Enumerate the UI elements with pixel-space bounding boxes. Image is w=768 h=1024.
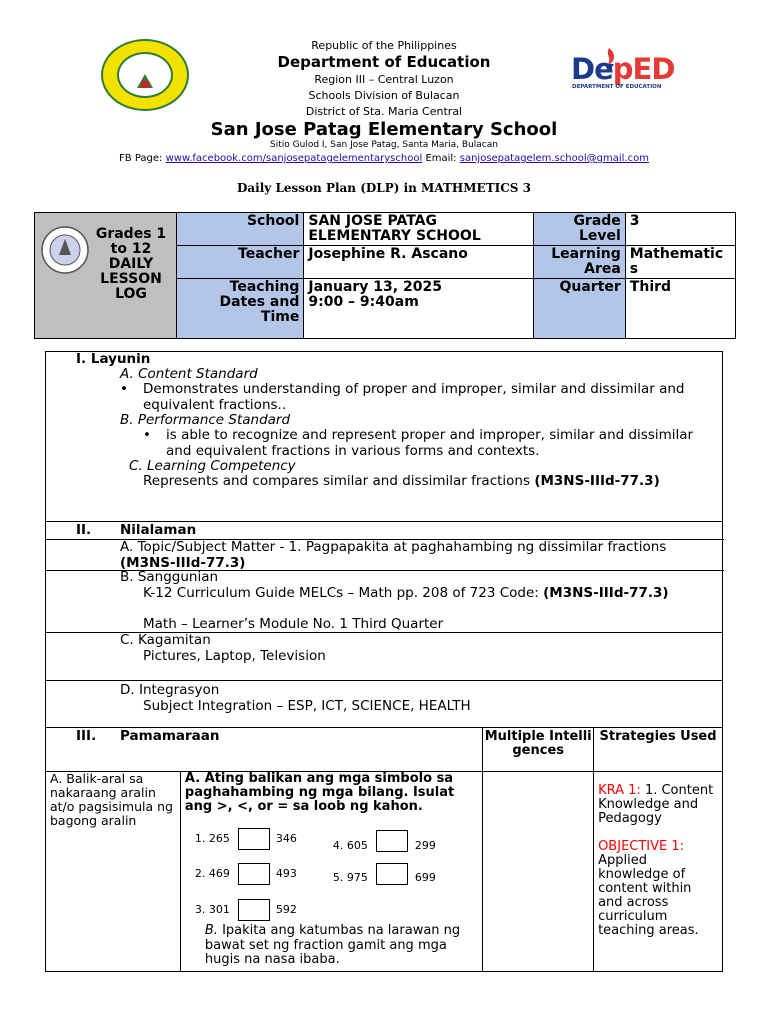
email-label: Email:	[425, 153, 457, 164]
integrasyon-section	[46, 681, 723, 728]
compare-item-4-b: 299	[414, 839, 436, 852]
deped-caption: DEPARTMENT OF EDUCATION	[572, 84, 662, 90]
sanggunian-text: K-12 Curriculum Guide MELCs – Math pp. 208 of 723 Code:	[143, 585, 539, 601]
address-text: Sitio Gulod I, San Jose Patag, Santa Maria, Bulacan	[270, 140, 498, 150]
activity-b-label: B.	[204, 923, 218, 938]
learning-competency-line	[143, 474, 703, 490]
strategies-cell	[594, 772, 723, 972]
grades-cell	[35, 213, 177, 339]
lesson-info-table	[34, 212, 736, 339]
pamamaraan-number: III.	[76, 728, 97, 744]
content-standard-text: Demonstrates understanding of proper and improper, similar and dissimilar and equivalent fractions..	[143, 381, 685, 413]
content-standard-heading: A. Content Standard	[120, 366, 258, 382]
performance-standard-heading: B. Performance Standard	[120, 412, 291, 428]
fb-label: FB Page:	[119, 153, 163, 164]
activity-b	[205, 924, 475, 968]
sanggunian-heading: B. Sanggunian	[120, 569, 219, 585]
compare-item-3-b: 592	[275, 903, 297, 916]
integrasyon-heading: D. Integrasyon	[120, 682, 220, 698]
compare-item-5-b: 699	[414, 871, 436, 884]
topic-text: A. Topic/Subject Matter - 1. Pagpapakita at paghahambing ng dissimilar fractions	[120, 539, 667, 555]
time-value: 9:00 – 9:40am	[308, 294, 419, 310]
learning-competency-text: Represents and compares similar and dissimilar fractions	[143, 473, 531, 489]
email-link[interactable]: sanjosepatagelem.school@gmail.com	[459, 153, 649, 164]
compare-item-5: 5. 975	[332, 871, 368, 884]
kra-text: 1. Content Knowledge and Pedagogy	[598, 783, 714, 826]
objective-label: OBJECTIVE 1:	[598, 839, 685, 854]
learning-competency-heading: C. Learning Competency	[129, 458, 296, 474]
grade-level-label: Grade Level	[533, 213, 625, 246]
nilalaman-section	[46, 522, 723, 633]
fb-link[interactable]: www.facebook.com/sanjosepatagelementaryschool	[165, 153, 423, 164]
nilalaman-title: Nilalaman	[120, 522, 197, 538]
answer-box-5[interactable]	[376, 863, 408, 885]
compare-item-2: 2. 469	[194, 867, 230, 880]
school-name-title: San Jose Patag Elementary School	[210, 119, 558, 140]
district-text: District of Sta. Maria Central	[305, 105, 463, 118]
teacher-value: Josephine R. Ascano	[304, 246, 533, 279]
document-title: Daily Lesson Plan (DLP) in MATHMETICS 3	[237, 181, 531, 195]
compare-item-3: 3. 301	[194, 903, 230, 916]
pamamaraan-header	[46, 728, 483, 772]
topic-line	[120, 540, 700, 571]
nilalaman-number: II.	[76, 522, 92, 538]
dates-label: Teaching Dates and Time	[177, 279, 304, 339]
dates-value: January 13, 2025	[308, 279, 442, 295]
learning-area-value: Mathematics	[625, 246, 735, 279]
region-text: Region III – Central Luzon	[314, 73, 454, 86]
school-label: School	[177, 213, 304, 246]
pamamaraan-title: Pamamaraan	[120, 728, 220, 744]
quarter-label: Quarter	[533, 279, 625, 339]
learning-area-label: Learning Area	[533, 246, 625, 279]
sanggunian-line	[143, 586, 713, 602]
sanggunian-code: (M3NS-IIId-77.3)	[543, 585, 669, 601]
learning-competency-code: (M3NS-IIId-77.3)	[534, 473, 660, 489]
compare-item-4: 4. 605	[332, 839, 368, 852]
department-text: Department of Education	[277, 53, 491, 71]
kagamitan-heading: C. Kagamitan	[120, 632, 211, 648]
strategies-header: Strategies Used	[594, 728, 723, 772]
division-text: Schools Division of Bulacan	[308, 89, 460, 102]
quarter-value: Third	[625, 279, 735, 339]
compare-item-2-b: 493	[275, 867, 297, 880]
layunin-title: I. Layunin	[76, 351, 151, 367]
kagamitan-section	[46, 633, 723, 681]
performance-standard-text: is able to recognize and represent proper and improper, similar and dissimilar and equivalent fractions in various forms and contexts.	[166, 427, 694, 459]
integrasyon-text: Subject Integration – ESP, ICT, SCIENCE, HEALTH	[143, 698, 471, 714]
dates-cell	[304, 279, 533, 339]
kra-block	[598, 784, 718, 826]
sanggunian-module: Math – Learner’s Module No. 1 Third Quarter	[143, 616, 444, 632]
answer-box-3[interactable]	[238, 899, 270, 921]
lesson-plan-table	[45, 351, 723, 972]
deped-logo	[569, 44, 693, 96]
step-a-cell	[46, 772, 181, 972]
contact-line	[0, 153, 768, 164]
step-a-text: A. Balik-aral sa nakaraang aralin at/o pagsisimula ng bagong aralin	[50, 771, 173, 828]
bullet-icon: •	[143, 427, 151, 443]
grades-label: Grades 1 to 12 DAILY LESSON LOG	[95, 226, 167, 302]
multiple-intelligences-header: Multiple Intelligences	[483, 728, 594, 772]
answer-box-4[interactable]	[376, 830, 408, 852]
teacher-label: Teacher	[177, 246, 304, 279]
deped-wordmark: DepED	[571, 52, 675, 86]
compare-item-1-b: 346	[275, 832, 297, 845]
answer-box-2[interactable]	[238, 863, 270, 885]
school-value: SAN JOSE PATAG ELEMENTARY SCHOOL	[304, 213, 533, 246]
deped-seal-icon	[40, 225, 90, 275]
layunin-section	[46, 352, 723, 522]
kagamitan-text: Pictures, Laptop, Television	[143, 648, 326, 664]
compare-item-1: 1. 265	[194, 832, 230, 845]
topic-code: (M3NS-IIId-77.3)	[120, 554, 246, 571]
republic-text: Republic of the Philippines	[311, 39, 457, 52]
activity-b-text: Ipakita ang katumbas na larawan ng bawat set ng fraction gamit ang mga hugis na nasa ibaba.	[204, 923, 461, 967]
activity-cell	[180, 772, 482, 972]
multiple-intelligences-cell	[483, 772, 594, 972]
answer-box-1[interactable]	[238, 828, 270, 850]
grade-level-value: 3	[625, 213, 735, 246]
objective-text: Applied knowledge of content within and across curriculum teaching areas.	[598, 853, 699, 938]
activity-instructions: A. Ating balikan ang mga simbolo sa paghahambing ng mga bilang. Isulat ang >, <, or = sa loob ng kahon.	[184, 771, 455, 814]
bullet-icon: •	[120, 381, 128, 397]
kra-label: KRA 1:	[598, 783, 641, 798]
